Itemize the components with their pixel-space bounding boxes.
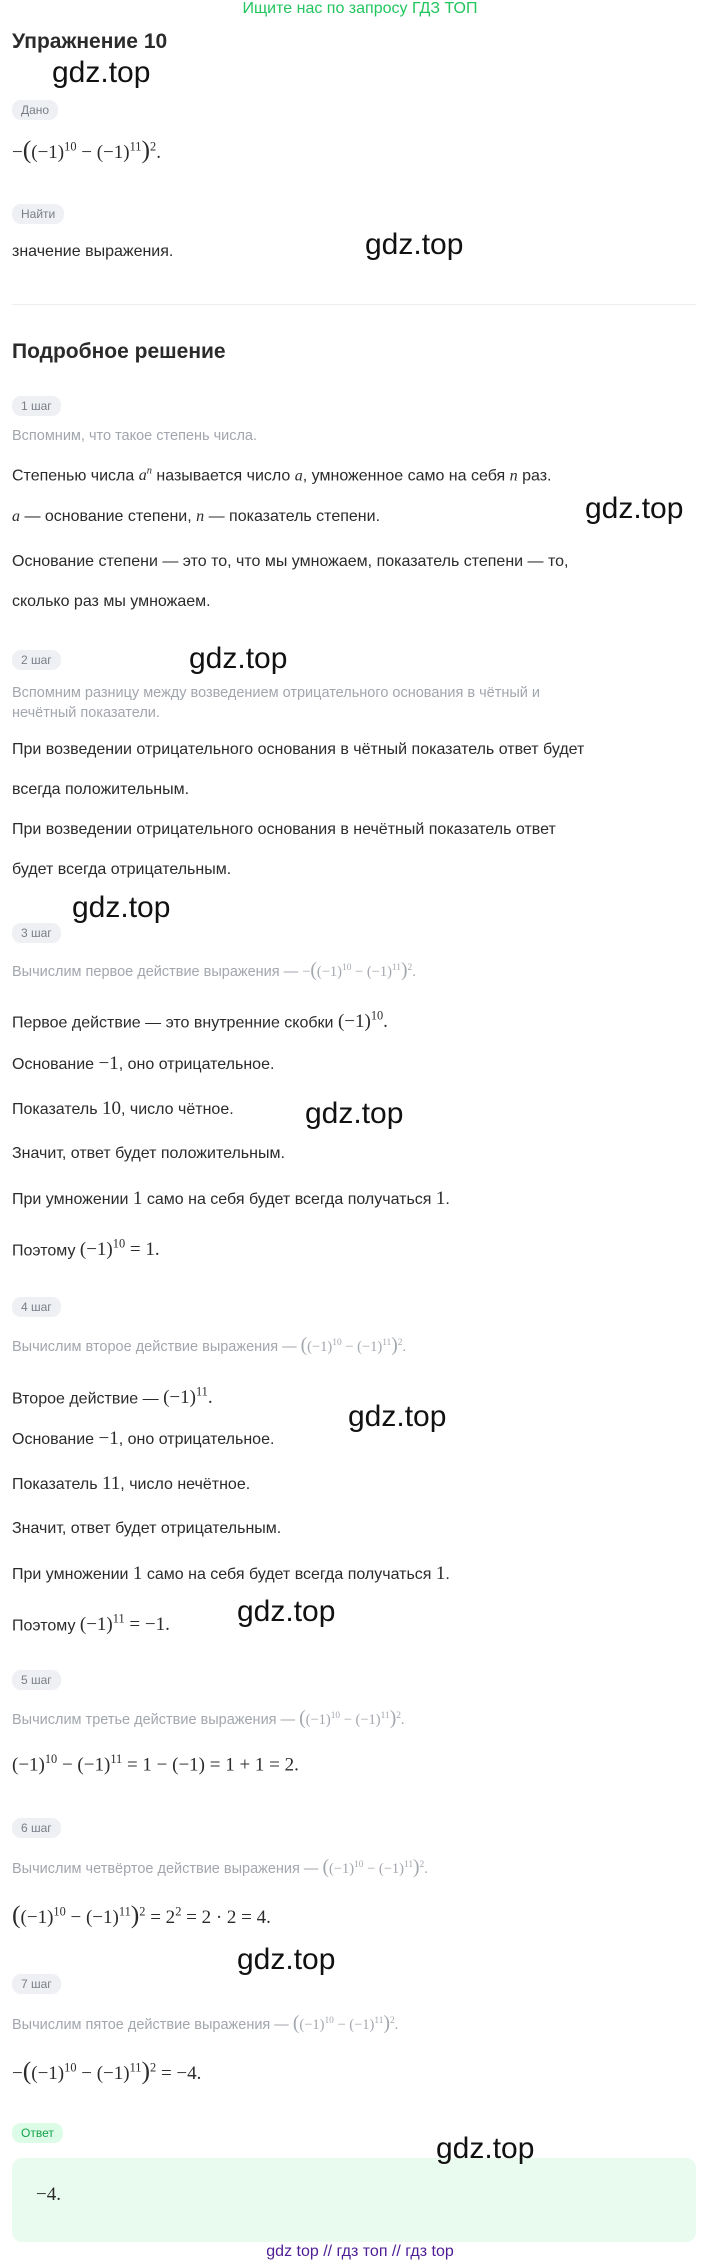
step-4-p5: При умножении 1 само на себя будет всегда получаться 1. [12,1563,450,1584]
step-3-hint: Вычислим первое действие выражения — $-((-1)^{10} - (-1)^{11})^2$. [12,960,416,981]
top-banner[interactable]: Ищите нас по запросу ГДЗ ТОП [242,0,478,17]
find-chip: Найти [12,204,64,224]
step-5-chip: 5 шаг [12,1670,61,1690]
step-5-hint: Вычислим третье действие выражения — $((-1)^{10} - (-1)^{11})^2$. [12,1708,405,1729]
watermark: gdz.top [237,1943,336,1976]
step-3-p5: При умножении 1 само на себя будет всегда получаться 1. [12,1188,450,1209]
step-4-chip: 4 шаг [12,1297,61,1317]
watermark: gdz.top [348,1400,447,1433]
watermark: gdz.top [436,2132,535,2165]
step-1-terms: a — основание степени, n — показатель степени. [12,508,381,525]
answer-chip: Ответ [12,2123,63,2143]
solution-title: Подробное решение [12,340,226,363]
step-2-chip: 2 шаг [12,650,61,670]
watermark: gdz.top [237,1595,336,1628]
step-3-p1: Первое действие — это внутренние скобки $(-1)^{10}$. [12,1009,388,1033]
answer-value: −4. [36,2184,61,2205]
watermark: gdz.top [52,56,151,89]
step-2-odd-rule: При возведении отрицательного основания в нечётный показатель ответ будет всегда отрицательным. [12,821,556,878]
answer-box [12,2158,696,2242]
watermark: gdz.top [585,492,684,525]
watermark: gdz.top [189,642,288,675]
step-4-p6: Поэтому $(-1)^{11} = -1$. [12,1612,170,1636]
step-6-hint: Вычислим четвёртое действие выражения — $((-1)^{10} - (-1)^{11})^2$. [12,1857,428,1878]
step-6-chip: 6 шаг [12,1818,61,1838]
step-7-calculation: $-((-1)^{10} - (-1)^{11})^2 = -4$. [12,2056,202,2085]
step-6-calculation: $((-1)^{10} - (-1)^{11})^2 = 2^2 = 2 \cdot 2 = 4$. [12,1900,271,1929]
given-chip: Дано [12,100,58,120]
step-4-p2: Основание −1, оно отрицательное. [12,1428,275,1449]
step-3-chip: 3 шаг [12,923,61,943]
step-1-hint: Вспомним, что такое степень числа. [12,428,258,444]
step-1-explanation: Основание степени — это то, что мы умножаем, показатель степени — то, сколько раз мы умножаем. [12,553,569,610]
step-3-p4: Значит, ответ будет положительным. [12,1145,285,1162]
step-2-even-rule: При возведении отрицательного основания в чётный показатель ответ будет всегда положительным. [12,741,585,798]
watermark: gdz.top [365,228,464,261]
given-expression: $-((-1)^{10} - (-1)^{11})^2$. [12,135,161,164]
watermark: gdz.top [72,891,171,924]
step-3-p3: Показатель 10, число чётное. [12,1098,234,1119]
section-divider [12,304,696,305]
step-3-p2: Основание −1, оно отрицательное. [12,1053,275,1074]
step-4-p1: Второе действие — $(-1)^{11}$. [12,1385,213,1409]
step-7-chip: 7 шаг [12,1974,61,1994]
find-text: значение выражения. [12,243,174,260]
exercise-title: Упражнение 10 [12,30,168,53]
step-1-definition: Степенью числа $a^n$ называется число a, умноженное само на себя n раз. [12,466,552,485]
step-3-p6: Поэтому $(-1)^{10} = 1$. [12,1237,160,1261]
step-7-hint: Вычислим пятое действие выражения — $((-1)^{10} - (-1)^{11})^2$. [12,2013,399,2034]
step-2-hint: Вспомним разницу между возведением отрицательного основания в чётный и нечётный показатели. [12,685,541,721]
step-4-hint: Вычислим второе действие выражения — $((-1)^{10} - (-1)^{11})^2$. [12,1335,407,1356]
step-4-p4: Значит, ответ будет отрицательным. [12,1520,282,1537]
step-4-p3: Показатель 11, число нечётное. [12,1473,251,1494]
step-5-calculation: $(-1)^{10} - (-1)^{11} = 1 - (-1) = 1 + 1 = 2$. [12,1752,299,1776]
bottom-banner[interactable]: gdz top // гдз топ // гдз top [266,2243,454,2260]
step-1-chip: 1 шаг [12,396,61,416]
watermark: gdz.top [305,1097,404,1130]
